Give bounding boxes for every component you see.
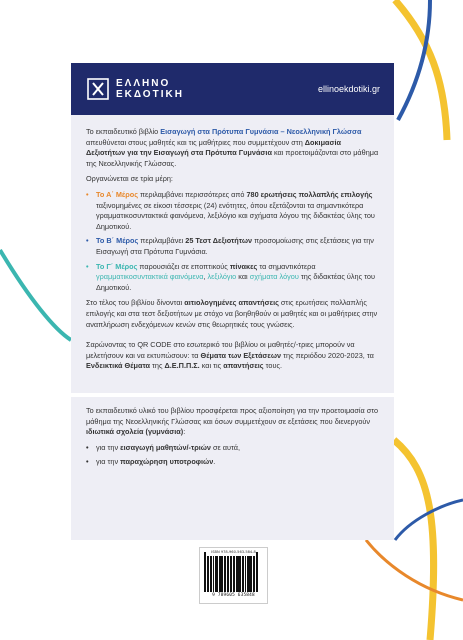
part-a-text-1: περιλαμβάνει περισσότερες από	[138, 189, 247, 199]
bullet-icon: •	[86, 457, 89, 467]
part-b-text-2: προσομοίωσης στις εξετάσεις για την Εισαγωγή στα Πρότυπα Γυμνάσια.	[96, 236, 374, 256]
part-a-item	[86, 190, 381, 232]
yellow-curve-bottom	[394, 440, 434, 640]
offer-item-2	[86, 457, 381, 468]
website-link[interactable]: ellinoekdotiki.gr	[317, 84, 380, 94]
blue-curve-top	[398, 0, 430, 120]
offer-item-1-text: για την	[96, 442, 121, 452]
offer-item-2-text: για την	[96, 457, 121, 467]
intro-text-3: και προετοιμάζονται στο μάθημα της Νεοελληνικής Γλώσσας.	[86, 148, 379, 168]
orange-arc-bottom	[366, 540, 463, 600]
qr-bold-3: Δ.Ε.Π.Π.Σ.	[164, 361, 200, 371]
exam-name: Δοκιμασία Δεξιοτήτων για την Εισαγωγή στα Πρότυπα Γυμνάσια	[86, 137, 342, 158]
barcode-digits: 9 789605 635848	[212, 593, 255, 598]
qr-text-1: Σαρώνοντας το QR CODE στο εσωτερικό του βιβλίου οι μαθητές/-τριες μπορούν να μελετήσουν και να εκτυπώσουν: τα	[86, 340, 355, 360]
answers-text-1: Στο τέλος του βιβλίου δίνονται	[86, 298, 185, 308]
part-a-text-2: ταξινομημένες σε είκοσι τέσσερις (24) ενότητες, όπου εξετάζονται τα σημαντικότερα γραμματικοσυντακτικά φαινόμενα, λεξιλόγιο και σχήματα λόγου της διδακτέας ύλης του Δημοτικού.	[96, 200, 375, 231]
brand-line-2: ΕΚΔΟΤΙΚΗ	[116, 89, 184, 100]
bullet-teal-icon: •	[86, 261, 89, 271]
part-c-text-3: ,	[203, 272, 208, 282]
brand-line-1: ΕΛΛΗΝΟ	[116, 78, 171, 89]
answers-paragraph	[86, 298, 381, 330]
part-a-label: Το Α΄ Μέρος	[96, 189, 138, 199]
bullet-icon: •	[86, 442, 89, 452]
isbn-text: ISBN 978-960-563-584-8	[211, 550, 256, 554]
part-c-highlight-2: λεξιλόγιο	[207, 272, 237, 282]
barcode-bar	[254, 556, 255, 592]
qr-bold-2: Ενδεικτικά Θέματα	[86, 361, 150, 371]
header-bar	[71, 63, 394, 115]
publisher-logo	[87, 78, 184, 100]
part-c-text-4: και	[236, 272, 250, 282]
intro-text-1: Το εκπαιδευτικό βιβλίο	[86, 127, 161, 136]
intro-paragraph	[86, 127, 381, 169]
part-c-text-2: τα σημαντικότερα	[257, 261, 316, 271]
brand-name	[116, 78, 184, 100]
offer-list	[86, 443, 381, 468]
part-c-label: Το Γ΄ Μέρος	[96, 261, 138, 271]
offer-section	[86, 406, 381, 473]
barcode-bar	[257, 552, 258, 592]
offer-text-2: :	[183, 427, 186, 437]
part-c-item	[86, 262, 381, 294]
qr-text-3: της	[150, 361, 165, 371]
qr-text-4: και τις	[199, 361, 224, 371]
answers-bold: αιτιολογημένες απαντήσεις	[184, 298, 279, 308]
offer-item-2-bold: παραχώρηση υποτροφιών	[120, 457, 214, 467]
part-b-item	[86, 236, 381, 257]
qr-text-5: τους.	[263, 361, 283, 371]
offer-bold: ιδιωτικά σχολεία (γυμνάσια)	[86, 427, 184, 437]
parts-list	[86, 190, 381, 293]
bullet-blue-icon: •	[86, 236, 89, 246]
part-c-highlight-3: σχήματα λόγου	[249, 272, 299, 282]
main-description	[86, 127, 381, 377]
part-c-highlight-1: γραμματικοσυντακτικά φαινόμενα	[96, 272, 204, 282]
qr-text-2: της περιόδου 2020-2023, τα	[281, 350, 374, 360]
part-a-bold: 780 ερωτήσεις πολλαπλής επιλογής	[246, 189, 373, 199]
offer-item-2-end: .	[213, 457, 216, 467]
isbn-barcode	[199, 547, 268, 604]
part-c-text-1: παρουσιάζει σε εποπτικούς	[137, 261, 230, 271]
barcode-bar	[245, 556, 246, 592]
part-b-label: Το Β΄ Μέρος	[96, 236, 139, 246]
qr-paragraph	[86, 340, 381, 372]
part-b-text-1: περιλαμβάνει	[138, 236, 186, 246]
qr-bold-4: απαντήσεις	[223, 361, 264, 371]
offer-paragraph	[86, 406, 381, 438]
panel-divider	[71, 393, 394, 397]
offer-item-1-bold: εισαγωγή μαθητών/-τριών	[120, 442, 211, 452]
part-c-bold: πίνακες	[229, 261, 258, 271]
book-title: Εισαγωγή στα Πρότυπα Γυμνάσια – Νεοελληνική Γλώσσα	[160, 127, 362, 136]
part-b-bold: 25 Τεστ Δεξιοτήτων	[185, 236, 253, 246]
offer-text-1: Το εκπαιδευτικό υλικό του βιβλίου προσφέρεται προς αξιοποίηση για την προετοιμασία στο μάθημα της Νεοελληνικής Γλώσσας και όσων συμμετέχουν σε εξετάσεις που διενεργούν	[86, 406, 379, 426]
qr-bold-1: Θέματα των Εξετάσεων	[200, 350, 282, 360]
part-c-text-5: της διδακτέας ύλης του Δημοτικού.	[96, 272, 375, 292]
logo-mark-icon	[87, 78, 109, 100]
barcode-bars	[204, 556, 263, 592]
offer-item-1	[86, 443, 381, 454]
teal-curve-left	[0, 250, 71, 340]
answers-text-2: στις ερωτήσεις πολλαπλής επιλογής και στα τεστ δεξιοτήτων με στόχο να βοηθηθούν οι μαθητές και οι μαθήτριες στην αναπλήρωση ενδεχόμενων κενών στις θεωρητικές τους γνώσεις.	[86, 298, 378, 329]
organization-line: Οργανώνεται σε τρία μέρη:	[86, 174, 173, 184]
bullet-orange-icon: •	[86, 189, 89, 199]
offer-item-1-end: σε αυτά,	[210, 442, 241, 452]
intro-text-2: απευθύνεται στους μαθητές και τις μαθήτριες που συμμετέχουν στη	[86, 137, 305, 147]
